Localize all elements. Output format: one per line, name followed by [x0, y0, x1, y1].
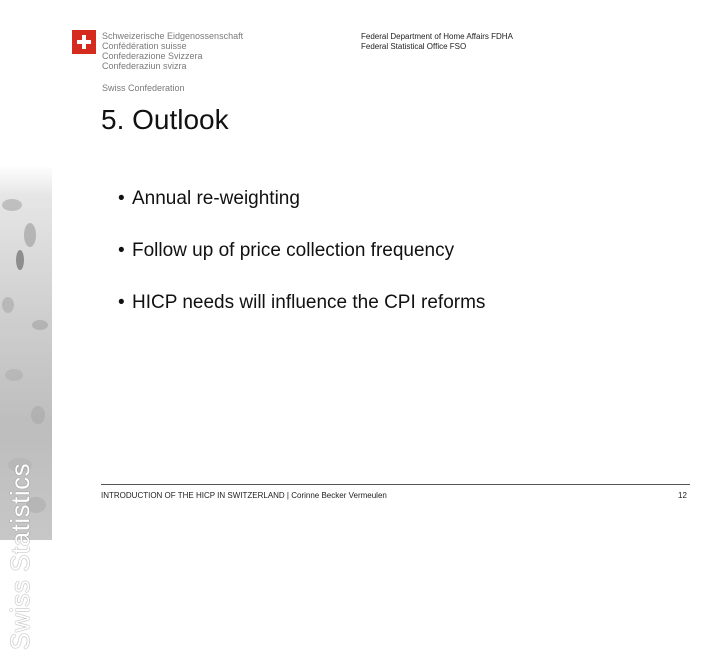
bullet-text: Follow up of price collection frequency — [132, 240, 455, 261]
footer-text: INTRODUCTION OF THE HICP IN SWITZERLAND | Corinne Becker Vermeulen — [101, 491, 387, 500]
footer-divider — [101, 484, 690, 485]
office-name: Federal Statistical Office FSO — [361, 42, 467, 51]
bullet-symbol: • — [118, 292, 125, 313]
confederation-name-de: Schweizerische Eidgenossenschaft — [102, 31, 244, 41]
bullet-item — [118, 188, 485, 240]
confederation-name-fr: Confédération suisse — [102, 41, 187, 51]
bullet-text: Annual re-weighting — [132, 188, 300, 209]
page-number: 12 — [678, 491, 687, 500]
confederation-name-en: Swiss Confederation — [102, 83, 185, 93]
bullet-symbol: • — [118, 188, 125, 209]
bullet-list — [118, 188, 485, 344]
bullet-text: HICP needs will influence the CPI reforms — [132, 292, 486, 313]
department-info — [361, 32, 513, 52]
sidebar-brand-text: Swiss Statistics — [5, 462, 35, 650]
confederation-names — [102, 31, 243, 71]
bullet-item — [118, 292, 485, 344]
confederation-name-rm: Confederaziun svizra — [102, 61, 187, 71]
swiss-flag-icon — [72, 30, 96, 54]
bullet-symbol: • — [118, 240, 125, 261]
department-name: Federal Department of Home Affairs FDHA — [361, 32, 513, 41]
confederation-name-it: Confederazione Svizzera — [102, 51, 203, 61]
bullet-item — [118, 240, 485, 292]
sidebar-photo-strip — [0, 165, 52, 650]
slide-title: 5. Outlook — [101, 104, 229, 135]
